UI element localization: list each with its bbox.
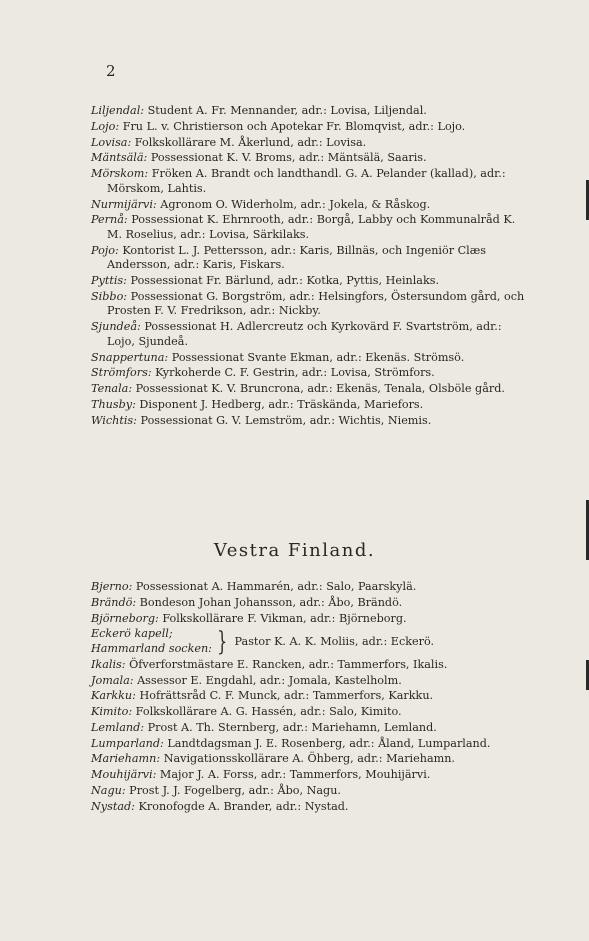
list-item [91,366,529,381]
entry-text: Assessor E. Engdahl, adr.: Jomala, Kastelholm. [133,673,402,687]
place-name: Bjerno: [91,580,133,593]
place-name: Tenala: [91,382,133,396]
entry-text: Possessionat Svante Ekman, adr.: Ekenäs. Strömsö. [168,350,465,364]
place-name: Liljendal: [91,104,145,117]
list-item [91,721,529,736]
place-name: Nagu: [91,783,126,797]
place-name: Jomala: [91,673,134,687]
entry-text: Öfverforstmästare E. Rancken, adr.: Tammerfors, Ikalis. [125,657,448,671]
place-name: Mouhijärvi: [91,768,157,782]
place-name: Mörskom: [91,167,149,181]
place-name: Sjundeå: [91,320,141,334]
entry-text: Possessionat K. V. Bruncrona, adr.: Ekenäs, Tenala, Olsböle gård. [132,382,505,396]
entries-list-lower [91,580,529,816]
place-name: Lumparland: [91,736,164,750]
brace-icon: } [217,626,228,657]
entry-text: Folkskollärare F. Vikman, adr.: Björneborg. [158,611,407,625]
place-name: Lovisa: [91,135,132,149]
entry-text: Fru L. v. Christierson och Apotekar Fr. Blomqvist, adr.: Lojo. [119,119,466,133]
entry-text: Student A. Fr. Mennander, adr.: Lovisa, Liljendal. [144,104,427,117]
brace-place-2: Hammarland socken: [91,641,212,655]
list-item [91,167,529,196]
list-item [91,398,529,413]
list-item [91,320,529,349]
entry-text: Possessionat K. V. Broms, adr.: Mäntsälä, Saaris. [147,151,427,165]
list-item [91,800,529,815]
place-name: Brändö: [91,595,137,609]
place-name: Strömfors: [91,366,152,380]
entry-text: Disponent J. Hedberg, adr.: Träskända, Mariefors. [135,397,424,411]
brace-entry [91,627,529,656]
page-number: 2 [106,62,116,80]
brace-entry-text: Pastor K. A. K. Moliis, adr.: Eckerö. [234,634,435,648]
entry-text: Landtdagsman J. E. Rosenberg, adr.: Åland, Lumparland. [163,736,491,750]
place-name: Mäntsälä: [91,151,148,165]
list-item [91,290,529,319]
list-item [91,768,529,783]
list-item [91,104,529,119]
entry-text: Hofrättsråd C. F. Munck, adr.: Tammerfors, Karkku. [135,689,434,703]
place-name: Nystad: [91,799,135,813]
entry-text: Possessionat G. Borgström, adr.: Helsingfors, Östersundom gård, och Prosten F. V. Fredrikson, adr.: Nickby. [107,289,525,318]
place-name: Thusby: [91,397,136,411]
list-item [91,580,529,595]
list-item [91,274,529,289]
entry-text: Possessionat Fr. Bärlund, adr.: Kotka, Pyttis, Heinlaks. [126,274,440,288]
entry-text: Possessionat H. Adlercreutz och Kyrkovärd F. Svartström, adr.: Lojo, Sjundeå. [107,320,502,348]
entry-text: Possessionat A. Hammarén, adr.: Salo, Paarskylä. [132,580,417,593]
list-item [91,784,529,799]
list-item [91,674,529,689]
place-name: Pernå: [91,213,128,227]
place-name: Björneborg: [91,611,159,625]
list-item [91,689,529,704]
entry-text: Navigationsskollärare A. Öhberg, adr.: Mariehamn. [160,752,455,766]
entry-text: Prost A. Th. Sternberg, adr.: Mariehamn, Lemland. [144,720,437,734]
entry-text: Kontorist L. J. Pettersson, adr.: Karis, Billnäs, och Ingeniör Clæs Andersson, adr.: Karis, Fiskars. [107,243,487,272]
section-heading: Vestra Finland. [213,540,376,561]
list-item [91,382,529,397]
place-name: Lemland: [91,720,145,734]
list-item [91,414,529,429]
place-name: Lojo: [91,119,120,133]
list-item [91,213,529,242]
place-name: Snappertuna: [91,350,169,364]
place-name: Pojo: [91,243,119,257]
list-item [91,120,529,135]
entry-text: Kronofogde A. Brander, adr.: Nystad. [134,799,349,813]
list-item [91,752,529,767]
entry-text: Agronom O. Widerholm, adr.: Jokela, & Råskog. [156,197,431,211]
place-name: Nurmijärvi: [91,197,157,211]
entry-text: Folkskollärare M. Åkerlund, adr.: Lovisa. [131,135,367,149]
entry-text: Major J. A. Forss, adr.: Tammerfors, Mouhijärvi. [156,768,431,782]
list-item [91,612,529,627]
entry-text: Prost J. J. Fogelberg, adr.: Åbo, Nagu. [125,783,341,797]
list-item [91,658,529,673]
list-item [91,705,529,720]
list-item [91,136,529,151]
entry-text: Bondeson Johan Johansson, adr.: Åbo, Brändö. [136,595,403,609]
list-item [91,596,529,611]
place-name: Ikalis: [91,657,126,671]
place-name: Kimito: [91,705,133,719]
place-name: Wichtis: [91,413,137,427]
place-name: Pyttis: [91,274,127,288]
brace-place-1: Eckerö kapell; [91,627,173,641]
entries-list-upper [91,104,529,429]
entry-text: Possessionat G. V. Lemström, adr.: Wichtis, Niemis. [136,413,432,427]
entry-text: Folkskollärare A. G. Hassén, adr.: Salo, Kimito. [132,705,402,719]
entry-text: Kyrkoherde C. F. Gestrin, adr.: Lovisa, Strömfors. [151,366,435,380]
list-item [91,151,529,166]
list-item [91,351,529,366]
place-name: Karkku: [91,689,136,703]
list-item [91,737,529,752]
place-name: Sibbo: [91,289,128,303]
place-name: Mariehamn: [91,752,161,766]
entry-text: Possessionat K. Ehrnrooth, adr.: Borgå, Labby och Kommunalråd K. M. Roselius, adr.: Lovisa, Särkilaks. [107,213,516,241]
list-item [91,244,529,273]
entry-text: Fröken A. Brandt och landthandl. G. A. Pelander (kallad), adr.: Mörskom, Lahtis. [107,167,506,195]
list-item [91,198,529,213]
